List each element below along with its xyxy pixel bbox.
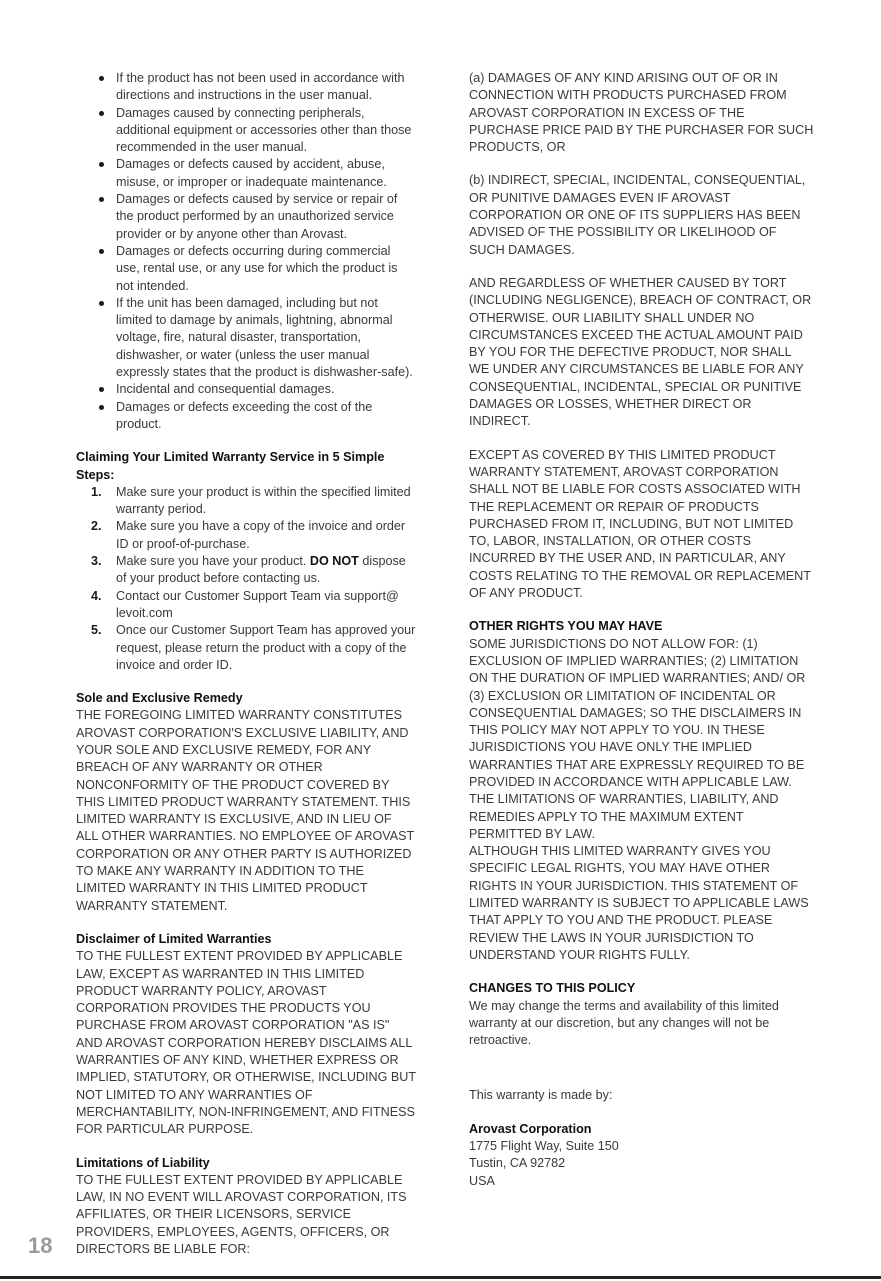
disclaimer-body: TO THE FULLEST EXTENT PROVIDED BY APPLICABLE LAW, EXCEPT AS WARRANTED IN THIS LIMITED PRODUCT WARRANTY POLICY, AROVAST CORPORATION PROVIDES THE PRODUCTS YOU PURCHASE FROM AROVAST CORPORATION "AS IS" AND AROVAST CORPORATION HEREBY DISCLAIMS ALL WARRANTIES OF ANY KIND, WHETHER EXPRESS OR IMPLIED, STATUTORY, OR OTHERWISE, INCLUDING BUT NOT LIMITED TO ANY WARRANTIES OF MERCHANTABILITY, NON-INFRINGEMENT, AND FITNESS FOR PARTICULAR PURPOSE.	[76, 949, 416, 1137]
list-item: Damages or defects caused by service or repair of the product performed by an unauthorized service provider or by anyone other than Arovast.	[76, 191, 416, 243]
step-text: dispose of your product before contacting us.	[116, 554, 406, 586]
list-item: Damages or defects caused by accident, abuse, misuse, or improper or inadequate maintenance.	[76, 156, 416, 191]
sole-remedy-body: THE FOREGOING LIMITED WARRANTY CONSTITUTES AROVAST CORPORATION'S EXCLUSIVE LIABILITY, AND YOUR SOLE AND EXCLUSIVE REMEDY, FOR ANY BREACH OF ANY WARRANTY OR OTHER NONCONFORMITY OF THE PRODUCT COVERED BY THIS LIMITED PRODUCT WARRANTY STATEMENT. THIS LIMITED WARRANTY IS EXCLUSIVE, AND IN LIEU OF ALL OTHER WARRANTIES. NO EMPLOYEE OF AROVAST CORPORATION OR ANY OTHER PARTY IS AUTHORIZED TO MAKE ANY WARRANTY IN ADDITION TO THE LIMITED WARRANTY IN THIS LIMITED PRODUCT WARRANTY STATEMENT.	[76, 708, 415, 913]
disclaimer-heading: Disclaimer of Limited Warranties	[76, 931, 272, 946]
changes-heading: CHANGES TO THIS POLICY	[469, 981, 636, 996]
step-item	[76, 518, 416, 553]
step-text: Make sure you have your product.	[116, 554, 310, 569]
step-item	[76, 484, 416, 519]
step-number: 5.	[91, 623, 102, 638]
steps-heading: Claiming Your Limited Warranty Service in 5 Simple Steps:	[76, 450, 385, 482]
list-item: Damages or defects occurring during commercial use, rental use, or any use for which the product is not intended.	[76, 243, 416, 295]
damages-paragraph-b: (b) INDIRECT, SPECIAL, INCIDENTAL, CONSEQUENTIAL, OR PUNITIVE DAMAGES EVEN IF AROVAST CORPORATION OR ONE OF ITS SUPPLIERS HAS BEEN ADVISED OF THE POSSIBILITY OR LIKELIHOOD OF SUCH DAMAGES.	[469, 173, 806, 257]
liability-body: TO THE FULLEST EXTENT PROVIDED BY APPLICABLE LAW, IN NO EVENT WILL AROVAST CORPORATION, ITS AFFILIATES, OR THEIR LICENSORS, SERVICE PROVIDERS, EMPLOYEES, AGENTS, OFFICERS, OR DIRECTORS BE LIABLE FOR:	[76, 1172, 407, 1256]
step-text: Make sure your product is within the specified limited warranty period.	[116, 484, 411, 517]
step-number: 3.	[91, 554, 102, 569]
step-number: 1.	[91, 484, 102, 499]
list-item: Incidental and consequential damages.	[76, 381, 416, 398]
other-rights-heading: OTHER RIGHTS YOU MAY HAVE	[469, 619, 663, 634]
list-item: If the product has not been used in accordance with directions and instructions in the user manual.	[76, 70, 416, 105]
other-rights-body: SOME JURISDICTIONS DO NOT ALLOW FOR: (1) EXCLUSION OF IMPLIED WARRANTIES; (2) LIMITATION ON THE DURATION OF IMPLIED WARRANTIES; AND/ OR (3) EXCLUSION OR LIMITATION OF INCIDENTAL OR CONSEQUENTIAL DAMAGES; SO THE DISCLAIMERS IN THIS POLICY MAY NOT APPLY TO YOU. IN THESE JURISDICTIONS YOU HAVE ONLY THE IMPLIED WARRANTIES THAT ARE EXPRESSLY REQUIRED TO BE PROVIDED IN ACCORDANCE WITH APPLICABLE LAW. THE LIMITATIONS OF WARRANTIES, LIABILITY, AND REMEDIES APPLY TO THE MAXIMUM EXTENT PERMITTED BY LAW.	[469, 636, 806, 841]
support-contact-text: Contact our Customer Support Team via support@ levoit.com	[116, 588, 399, 620]
step-text: Make sure you have a copy of the invoice and order ID or proof-of-purchase.	[116, 519, 406, 551]
address-line: USA	[469, 1173, 495, 1188]
do-not-emphasis: DO NOT	[309, 554, 359, 569]
list-item: Damages caused by connecting peripherals, additional equipment or accessories other than those recommended in the user manual.	[76, 105, 416, 157]
step-number: 4.	[91, 588, 102, 603]
regardless-paragraph: AND REGARDLESS OF WHETHER CAUSED BY TORT (INCLUDING NEGLIGENCE), BREACH OF CONTRACT, OR OTHERWISE. OUR LIABILITY SHALL UNDER NO CIRCUMSTANCES EXCEED THE ACTUAL AMOUNT PAID BY YOU FOR THE DEFECTIVE PRODUCT, NOR SHALL WE UNDER ANY CIRCUMSTANCES BE LIABLE FOR ANY CONSEQUENTIAL, INCIDENTAL, SPECIAL OR PUNITIVE DAMAGES OR LOSSES, WHETHER DIRECT OR INDIRECT.	[469, 275, 812, 429]
exclusions-list	[76, 70, 416, 433]
step-item	[76, 622, 416, 674]
step-number: 2.	[91, 519, 102, 534]
liability-heading: Limitations of Liability	[76, 1155, 210, 1170]
company-name: Arovast Corporation	[469, 1121, 592, 1136]
address-line: 1775 Flight Way, Suite 150	[469, 1139, 619, 1154]
made-by-text: This warranty is made by:	[469, 1088, 613, 1103]
step-item	[76, 588, 416, 623]
changes-body: We may change the terms and availability of this limited warranty at our discretion, but any changes will not be retroactive.	[469, 998, 779, 1048]
page-number: 18	[28, 1233, 53, 1258]
list-item: Damages or defects exceeding the cost of the product.	[76, 399, 416, 434]
right-column	[469, 70, 814, 1190]
list-item: If the unit has been damaged, including but not limited to damage by animals, lightning, abnormal voltage, fire, natural disaster, transportation, dishwasher, or water (unless the user manual expressly states that the product is dishwasher-safe).	[76, 295, 416, 381]
step-item	[76, 553, 416, 588]
address-line: Tustin, CA 92782	[469, 1156, 566, 1171]
sole-remedy-heading: Sole and Exclusive Remedy	[76, 691, 243, 706]
steps-list	[76, 484, 416, 674]
damages-paragraph-a: (a) DAMAGES OF ANY KIND ARISING OUT OF OR IN CONNECTION WITH PRODUCTS PURCHASED FROM AROVAST CORPORATION IN EXCESS OF THE PURCHASE PRICE PAID BY THE PURCHASER FOR SUCH PRODUCTS, OR	[469, 71, 814, 155]
step-text: Once our Customer Support Team has approved your request, please return the product with a copy of the invoice and order ID.	[116, 623, 416, 672]
left-column	[76, 70, 416, 1258]
other-rights-body-continued: ALTHOUGH THIS LIMITED WARRANTY GIVES YOU SPECIFIC LEGAL RIGHTS, YOU MAY HAVE OTHER RIGHTS IN YOUR JURISDICTION. THIS STATEMENT OF LIMITED WARRANTY IS SUBJECT TO APPLICABLE LAWS THAT APPLY TO YOU AND THE PRODUCT. PLEASE REVIEW THE LAWS IN YOUR JURISDICTION TO UNDERSTAND YOUR RIGHTS FULLY.	[469, 844, 809, 962]
footer-divider	[0, 1276, 881, 1279]
except-paragraph: EXCEPT AS COVERED BY THIS LIMITED PRODUCT WARRANTY STATEMENT, AROVAST CORPORATION SHALL NOT BE LIABLE FOR COSTS ASSOCIATED WITH THE REPLACEMENT OR REPAIR OF PRODUCTS PURCHASED FROM IT, INCLUDING, BUT NOT LIMITED TO, LABOR, INSTALLATION, OR OTHER COSTS INCURRED BY THE USER AND, IN PARTICULAR, ANY COSTS RELATING TO THE REMOVAL OR REPLACEMENT OF ANY PRODUCT.	[469, 447, 811, 601]
